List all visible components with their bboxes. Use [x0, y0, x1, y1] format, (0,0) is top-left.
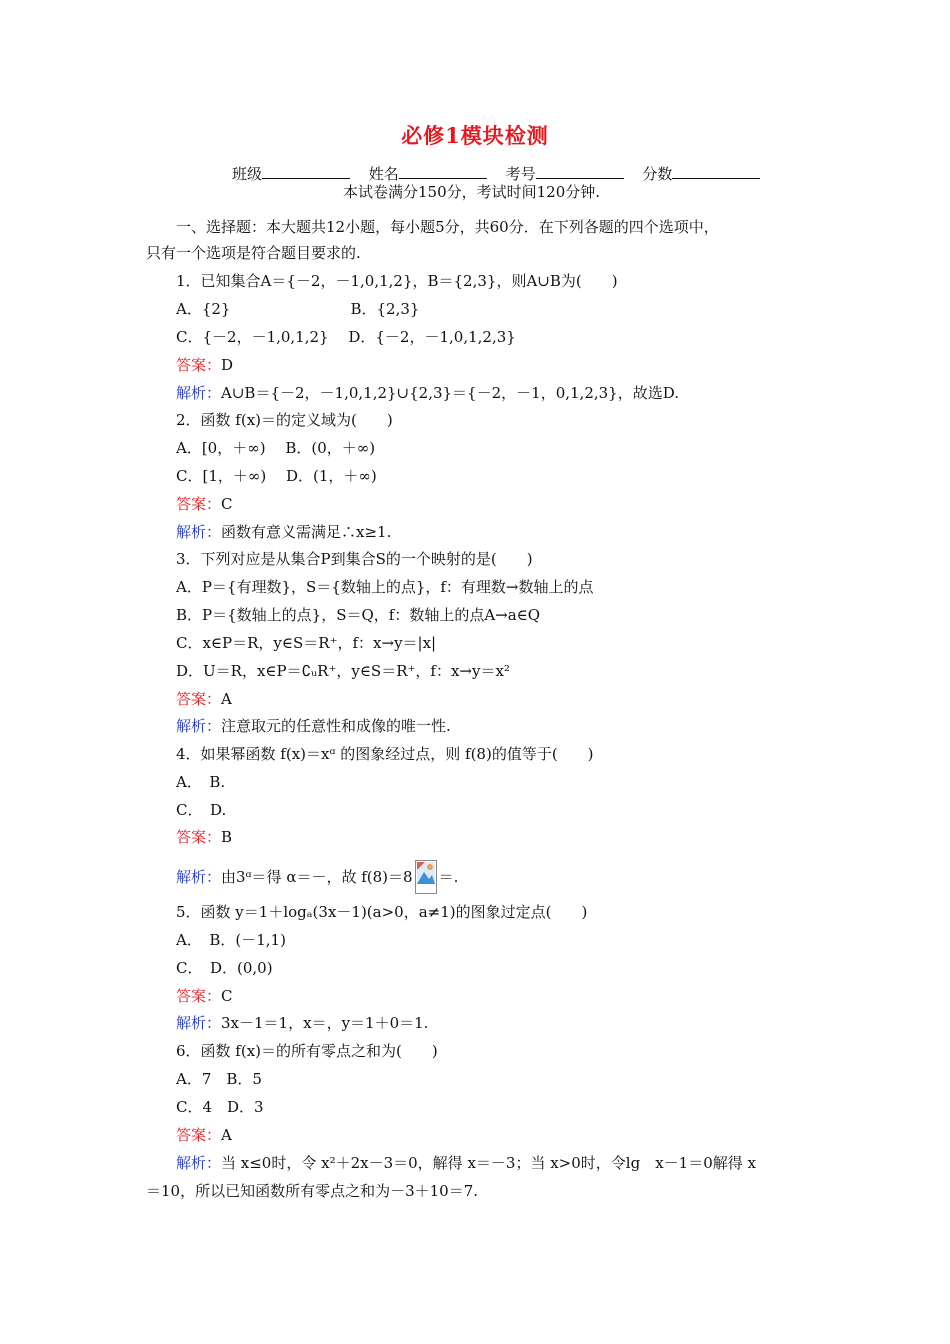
answer-label: 答案： [176, 356, 222, 374]
q4-stem: 4．如果幂函数 f(x)＝xᵅ 的图象经过点，则 f(8)的值等于( ) [176, 745, 594, 763]
explain-label: 解析： [176, 868, 222, 886]
answer-label: 答案： [176, 828, 222, 846]
q6-options-ab: A．7 B．5 [176, 1070, 262, 1088]
q4-explain-tail: ＝. [438, 868, 459, 886]
q1-options-cd: C．{－2，－1,0,1,2} D．{－2，－1,0,1,2,3} [176, 328, 516, 346]
answer-label: 答案： [176, 495, 222, 513]
q1-explain-text: A∪B＝{－2，－1,0,1,2}∪{2,3}＝{－2，－1，0,1,2,3}，故选D. [221, 384, 679, 402]
q4-answer-value: B [221, 828, 233, 846]
explain-label: 解析： [176, 1014, 222, 1032]
q3-option-a: A．P＝{有理数}，S＝{数轴上的点}，f：有理数→数轴上的点 [176, 578, 594, 596]
exam-no-blank[interactable] [536, 164, 624, 179]
exam-note: 本试卷满分150分，考试时间120分钟. [343, 183, 601, 201]
page-title: 必修1模块检测 [401, 123, 549, 148]
q5-answer [176, 986, 233, 1006]
q3-explain-text: 注意取元的任意性和成像的唯一性. [221, 717, 451, 735]
score-blank[interactable] [672, 164, 760, 179]
q4-explain-text: 由3ᵅ＝得 α＝－，故 f(8)＝8 [221, 868, 413, 886]
broken-image-icon [415, 860, 437, 894]
q4-answer [176, 827, 232, 847]
explain-label: 解析： [176, 717, 222, 735]
answer-label: 答案： [176, 1126, 222, 1144]
q3-option-c: C．x∈P＝R，y∈S＝R⁺，f：x→y＝|x| [176, 634, 437, 652]
section-instruction-1: 一、选择题：本大题共12小题，每小题5分，共60分．在下列各题的四个选项中， [176, 218, 719, 236]
q1-explanation [176, 383, 679, 403]
explain-label: 解析： [176, 523, 222, 541]
q2-explain-text: 函数有意义需满足∴x≥1. [221, 523, 392, 541]
class-blank[interactable] [262, 164, 350, 179]
q5-answer-value: C [221, 987, 233, 1005]
q6-stem: 6．函数 f(x)＝的所有零点之和为( ) [176, 1042, 438, 1060]
q3-option-d: D．U＝R，x∈P＝∁ᵤR⁺，y∈S＝R⁺，f：x→y＝x² [176, 662, 510, 680]
q6-answer [176, 1125, 232, 1145]
q5-stem: 5．函数 y＝1＋logₐ(3x－1)(a>0，a≠1)的图象过定点( ) [176, 903, 588, 921]
q2-stem: 2．函数 f(x)＝的定义域为( ) [176, 411, 393, 429]
q1-answer-value: D [221, 356, 234, 374]
q4-options-cd: C． D. [176, 801, 227, 819]
answer-label: 答案： [176, 987, 222, 1005]
section-instruction-2: 只有一个选项是符合题目要求的. [146, 244, 361, 262]
q3-option-b: B．P＝{数轴上的点}，S＝Q，f：数轴上的点A→a∈Q [176, 606, 541, 624]
q5-options-cd: C． D．(0,0) [176, 959, 273, 977]
q4-options-ab: A． B. [176, 773, 226, 791]
name-blank[interactable] [399, 164, 487, 179]
q6-explain-text-1: 当 x≤0时，令 x²＋2x－3＝0，解得 x＝－3；当 x>0时，令lg x－1＝0解得 x [221, 1154, 756, 1172]
answer-label: 答案： [176, 690, 222, 708]
q1-stem: 1．已知集合A＝{－2，－1,0,1,2}，B＝{2,3}，则A∪B为( ) [176, 272, 618, 290]
q6-explanation-1 [176, 1153, 756, 1173]
exam-no-label: 考号 [505, 165, 536, 183]
q1-answer [176, 355, 233, 375]
q6-answer-value: A [221, 1126, 232, 1144]
q2-explanation [176, 522, 391, 542]
q3-explanation [176, 716, 451, 736]
q4-explanation [176, 860, 458, 894]
q2-options-ab: A．[0，＋∞) B．(0，＋∞) [176, 439, 376, 457]
q3-answer [176, 689, 232, 709]
explain-label: 解析： [176, 384, 222, 402]
q5-explain-text: 3x－1＝1，x＝，y＝1＋0＝1. [221, 1014, 429, 1032]
q6-options-cd: C．4 D．3 [176, 1098, 264, 1116]
q2-answer [176, 494, 233, 514]
name-label: 姓名 [368, 165, 399, 183]
q1-options-ab: A．{2} B．{2,3} [176, 300, 420, 318]
q2-answer-value: C [221, 495, 233, 513]
q3-answer-value: A [221, 690, 232, 708]
q3-stem: 3．下列对应是从集合P到集合S的一个映射的是( ) [176, 550, 533, 568]
explain-label: 解析： [176, 1154, 222, 1172]
class-label: 班级 [232, 165, 263, 183]
q6-explanation-2: ＝10，所以已知函数所有零点之和为－3＋10＝7. [146, 1182, 479, 1200]
q2-options-cd: C．[1，＋∞) D．(1，＋∞) [176, 467, 377, 485]
score-label: 分数 [642, 165, 673, 183]
q5-options-ab: A． B．(－1,1) [176, 931, 286, 949]
q5-explanation [176, 1013, 428, 1033]
